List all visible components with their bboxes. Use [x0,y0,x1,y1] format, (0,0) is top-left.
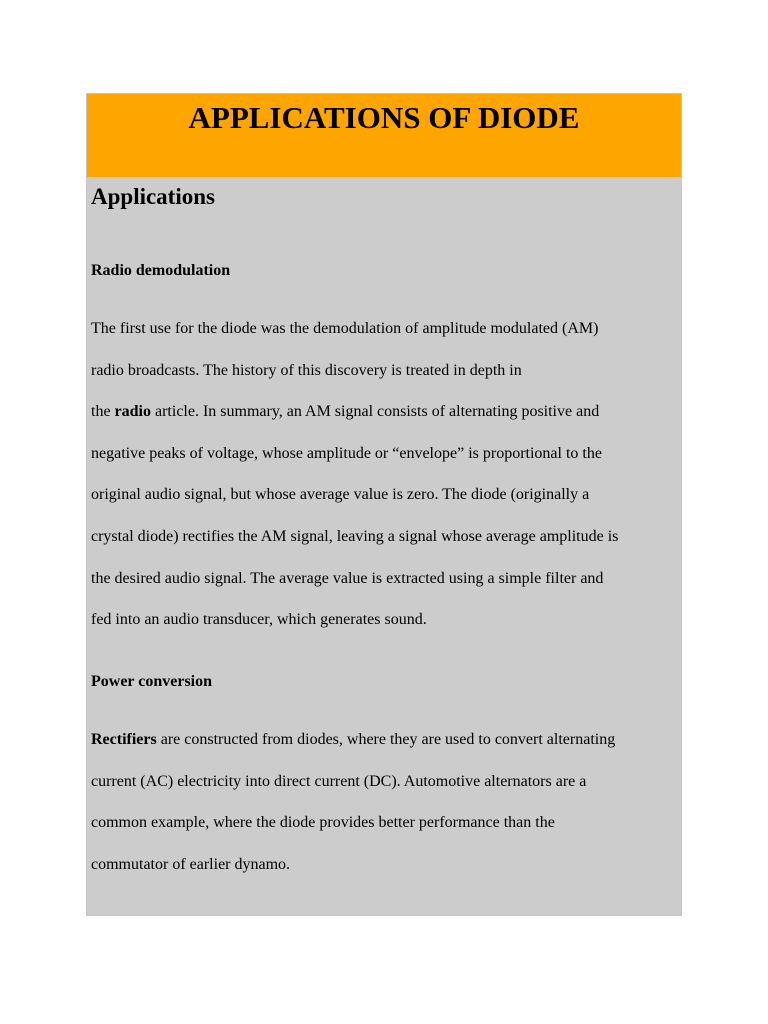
paragraph-line [91,719,677,761]
radio-demodulation-heading: Radio demodulation [91,262,231,279]
power-conversion-heading: Power conversion [91,673,213,690]
section-heading: Applications [91,184,215,209]
content-card [86,93,682,916]
paragraph-line: original audio signal, but whose average value is zero. The diode (originally a [91,486,590,504]
power-conversion-paragraph [91,719,677,885]
paragraph-line [91,391,677,433]
paragraph-line: common example, where the diode provides better performance than the [91,814,555,832]
paragraph-line: negative peaks of voltage, whose amplitude or “envelope” is proportional to the [91,444,602,462]
text-run: the [91,403,115,421]
text-run: article. In summary, an AM signal consists of alternating positive and [151,403,600,421]
paragraph-line: commutator of earlier dynamo. [91,855,291,873]
radio-article-term: radio [114,403,151,421]
title-banner [87,94,681,177]
text-run: are constructed from diodes, where they are used to convert alternating [156,731,616,748]
page-title: APPLICATIONS OF DIODE [188,100,580,135]
paragraph-line: current (AC) electricity into direct current (DC). Automotive alternators are a [91,772,587,790]
paragraph-line: radio broadcasts. The history of this discovery is treated in depth in [91,361,522,379]
radio-demodulation-paragraph [91,308,677,641]
paragraph-line: The first use for the diode was the demodulation of amplitude modulated (AM) [91,320,599,337]
paragraph-line: the desired audio signal. The average value is extracted using a simple filter and [91,569,604,587]
rectifiers-term: Rectifiers [91,731,157,748]
paragraph-line: crystal diode) rectifies the AM signal, leaving a signal whose average amplitude is [91,527,619,545]
paragraph-line: fed into an audio transducer, which generates sound. [91,611,427,629]
